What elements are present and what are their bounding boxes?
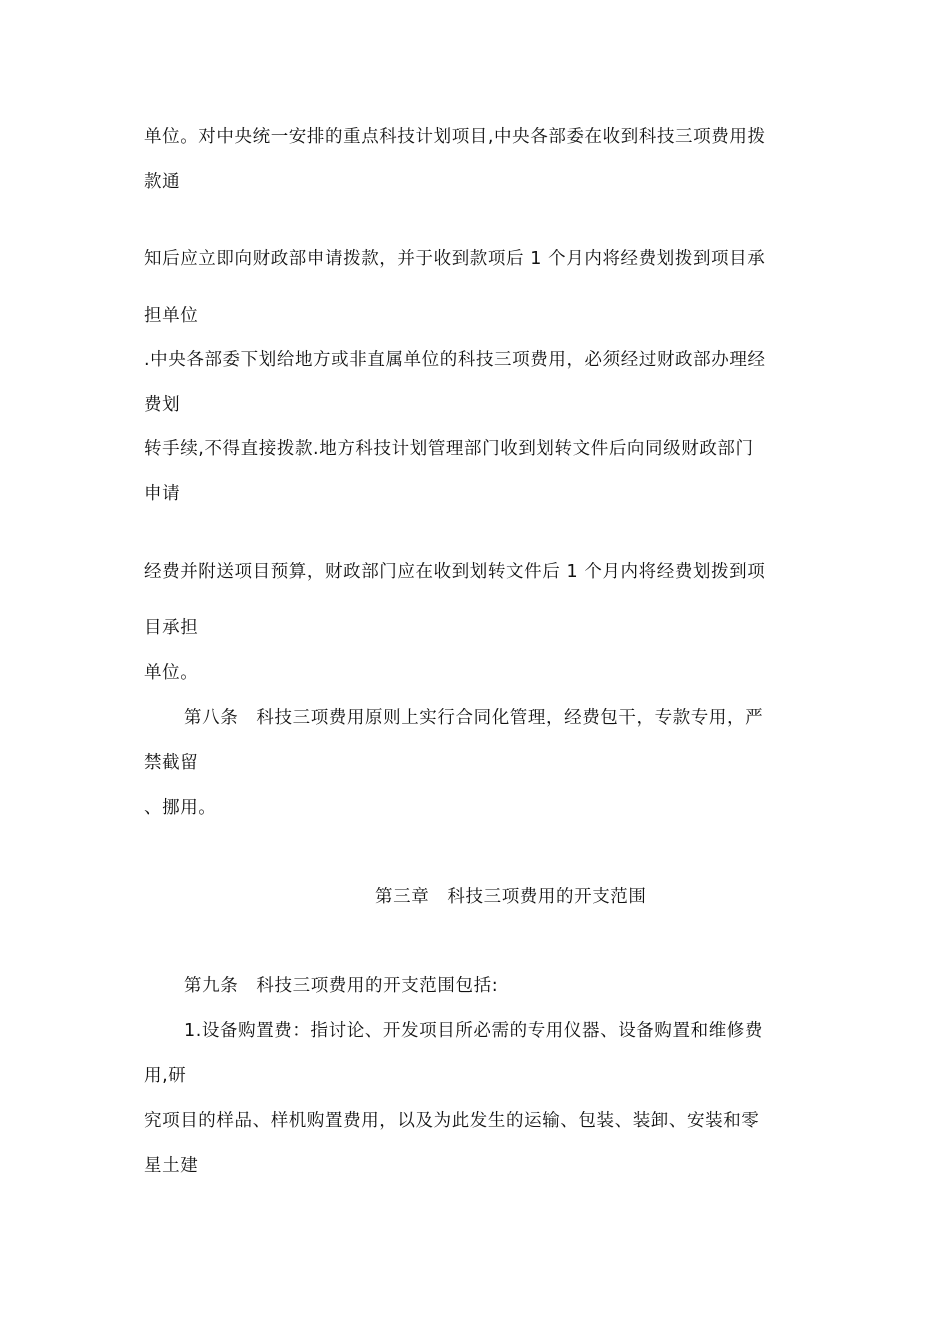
- paragraph-line: 星土建: [144, 1156, 199, 1176]
- paragraph-line: 单位。: [144, 663, 199, 683]
- paragraph-line: 经费并附送项目预算，财政部门应在收到划转文件后 1 个月内将经费划拨到项: [144, 562, 766, 582]
- paragraph-line: 、挪用。: [144, 798, 217, 818]
- paragraph-line: 转手续,不得直接拨款.地方科技计划管理部门收到划转文件后向同级财政部门: [144, 439, 754, 459]
- paragraph-line: 担单位: [144, 306, 199, 326]
- paragraph-line: 款通: [144, 172, 181, 192]
- paragraph-line: 费划: [144, 395, 181, 415]
- article-9-line: 第九条 科技三项费用的开支范围包括:: [184, 976, 499, 996]
- paragraph-line: 申请: [144, 484, 181, 504]
- paragraph-line: 禁截留: [144, 753, 199, 773]
- article-8-line: 第八条 科技三项费用原则上实行合同化管理，经费包干，专款专用，严: [184, 708, 764, 728]
- paragraph-line: 知后应立即向财政部申请拨款，并于收到款项后 1 个月内将经费划拨到项目承: [144, 249, 766, 269]
- paragraph-line: 究项目的样品、样机购置费用，以及为此发生的运输、包装、装卸、安装和零: [144, 1111, 760, 1131]
- paragraph-line: .中央各部委下划给地方或非直属单位的科技三项费用，必须经过财政部办理经: [144, 350, 766, 370]
- paragraph-line: 单位。对中央统一安排的重点科技计划项目,中央各部委在收到科技三项费用拨: [144, 127, 766, 147]
- paragraph-line: 目承担: [144, 618, 199, 638]
- paragraph-line: 用,研: [144, 1066, 187, 1086]
- chapter-heading: 第三章 科技三项费用的开支范围: [375, 887, 647, 907]
- list-item-line: 1.设备购置费：指讨论、开发项目所必需的专用仪器、设备购置和维修费: [184, 1021, 763, 1041]
